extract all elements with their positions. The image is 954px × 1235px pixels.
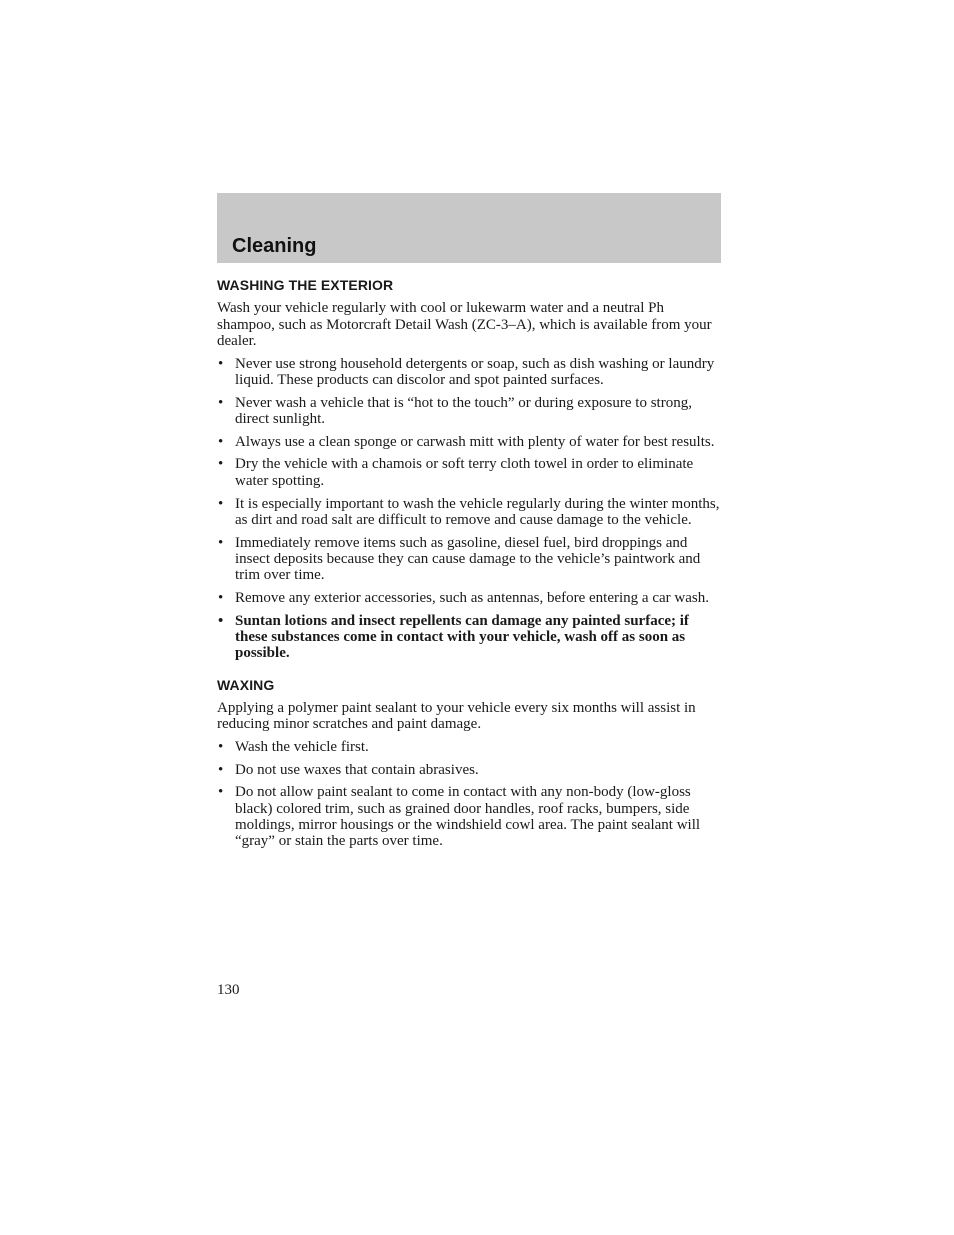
list-item-text: Never use strong household detergents or soap, such as dish washing or laundry liquid. These products can discolor and spot painted surfaces. <box>235 355 715 388</box>
bullet-icon: • <box>218 612 224 629</box>
bullet-icon: • <box>218 534 224 551</box>
bullet-icon: • <box>218 590 224 607</box>
list-item <box>217 456 723 489</box>
bullet-icon: • <box>218 495 224 512</box>
waxing-bullet-list <box>217 739 723 850</box>
list-item-text: Always use a clean sponge or carwash mitt with plenty of water for best results. <box>235 433 715 450</box>
list-item <box>217 762 723 778</box>
bullet-icon: • <box>218 738 224 755</box>
washing-intro: Wash your vehicle regularly with cool or lukewarm water and a neutral Ph shampoo, such as Motorcraft Detail Wash (ZC-3–A), which is available from your dealer. <box>217 300 712 349</box>
list-item-text: Wash the vehicle first. <box>235 738 369 755</box>
list-item <box>217 496 723 529</box>
list-item-text: Do not allow paint sealant to come in contact with any non-body (low-gloss black) colored trim, such as grained door handles, roof racks, bumpers, side moldings, mirror housings or the windshield cowl area. The paint sealant will “gray” or stain the parts over time. <box>235 784 701 850</box>
bullet-icon: • <box>218 784 224 801</box>
warning-list-item <box>217 613 723 662</box>
section-header-band <box>217 193 721 263</box>
bullet-icon: • <box>218 761 224 778</box>
list-item-text: Remove any exterior accessories, such as antennas, before entering a car wash. <box>235 590 709 607</box>
list-item <box>217 434 723 450</box>
list-item <box>217 535 723 584</box>
bullet-icon: • <box>218 394 224 411</box>
bullet-icon: • <box>218 456 224 473</box>
bullet-icon: • <box>218 355 224 372</box>
list-item <box>217 356 723 389</box>
section-title: Cleaning <box>232 235 317 257</box>
page-content <box>217 276 723 856</box>
list-item-text: Dry the vehicle with a chamois or soft terry cloth towel in order to eliminate water spotting. <box>235 456 694 489</box>
list-item-text: Immediately remove items such as gasoline, diesel fuel, bird droppings and insect deposits because they can cause damage to the vehicle’s paintwork and trim over time. <box>235 534 701 584</box>
washing-bullet-list <box>217 356 723 662</box>
warning-text: Suntan lotions and insect repellents can damage any painted surface; if these substances come in contact with your vehicle, wash off as soon as possible. <box>235 612 689 662</box>
page-number: 130 <box>217 982 240 998</box>
bullet-icon: • <box>218 433 224 450</box>
list-item-text: Never wash a vehicle that is “hot to the touch” or during exposure to strong, direct sunlight. <box>235 394 692 427</box>
list-item <box>217 784 723 849</box>
list-item-text: It is especially important to wash the vehicle regularly during the winter months, as dirt and road salt are difficult to remove and cause damage to the vehicle. <box>235 495 720 528</box>
waxing-intro: Applying a polymer paint sealant to your vehicle every six months will assist in reducing minor scratches and paint damage. <box>217 699 696 733</box>
washing-heading: WASHING THE EXTERIOR <box>217 277 394 293</box>
list-item <box>217 739 723 755</box>
list-item <box>217 395 723 428</box>
list-item <box>217 590 723 606</box>
waxing-heading: WAXING <box>217 676 275 693</box>
list-item-text: Do not use waxes that contain abrasives. <box>235 761 479 778</box>
